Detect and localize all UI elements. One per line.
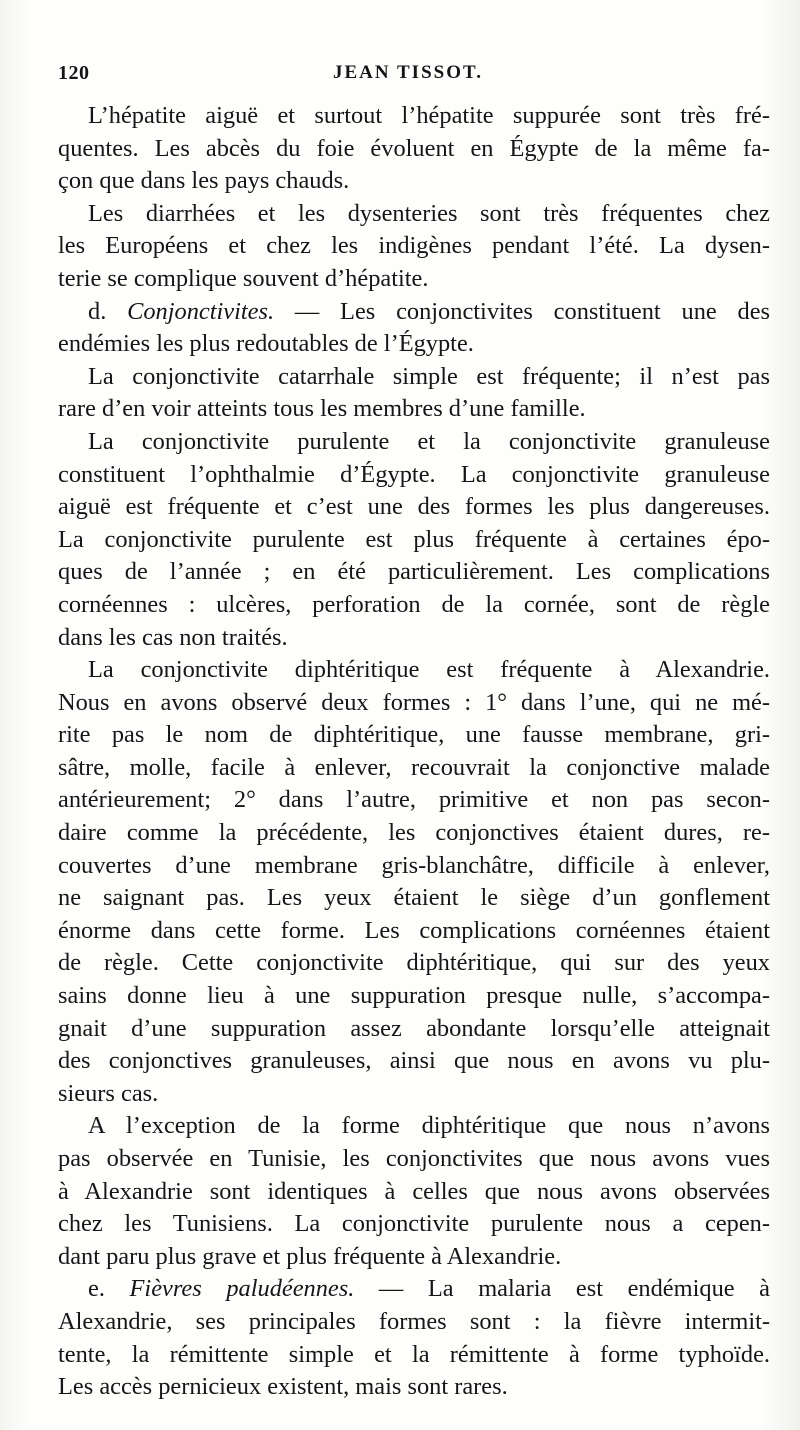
text-line: sieurs cas. [58, 1079, 159, 1107]
text-line: rite pas le nom de diphtéritique, une fausse membrane, gri- [58, 721, 770, 749]
text-line [58, 296, 770, 329]
text-line: ques de l’année ; en été particulièrement. Les complications [58, 558, 770, 586]
page-header [58, 62, 758, 92]
text-line: La conjonctivite purulente est plus fréquente à certaines épo- [58, 525, 770, 553]
text-line: La conjonctivite purulente et la conjonctivite granuleuse [88, 427, 770, 455]
section-heading: Fièvres paludéennes. [129, 1275, 355, 1303]
running-head: JEAN TISSOT. [332, 62, 483, 83]
text-line: terie se complique souvent d’hépatite. [58, 264, 429, 292]
page-number: 120 [58, 62, 90, 84]
text-line: Alexandrie, ses principales formes sont : la fièvre intermit- [58, 1307, 770, 1335]
text-line: chez les Tunisiens. La conjonctivite purulente nous a cepen- [58, 1210, 770, 1238]
text-line: énorme dans cette forme. Les complications cornéennes étaient [58, 916, 770, 944]
text-line: L’hépatite aiguë et surtout l’hépatite suppurée sont très fré- [88, 102, 770, 129]
text-line: ne saignant pas. Les yeux étaient le siège d’un gonflement [58, 884, 770, 912]
section-heading: Conjonctivites. [127, 297, 275, 325]
text-line: Nous en avons observé deux formes : 1° dans l’une, qui ne mé- [58, 688, 770, 716]
text-line: rare d’en voir atteints tous les membres d’une famille. [58, 395, 586, 423]
text-line: couvertes d’une membrane gris-blanchâtre, difficile à enlever, [58, 851, 770, 879]
text-line: de règle. Cette conjonctivite diphtéritique, qui sur des yeux [58, 949, 770, 977]
text-line: La conjonctivite catarrhale simple est fréquente; il n’est pas [88, 362, 770, 390]
text-line: Les diarrhées et les dysenteries sont très fréquentes chez [88, 199, 770, 227]
text-line-prefix: d. [88, 297, 128, 325]
text-line: antérieurement; 2° dans l’autre, primitive et non pas secon- [58, 786, 770, 814]
text-line: Les accès pernicieux existent, mais sont rares. [58, 1373, 508, 1401]
text-line-prefix: e. [88, 1275, 130, 1303]
text-line: A l’exception de la forme diphtéritique que nous n’avons [88, 1112, 770, 1140]
text-line: dans les cas non traités. [58, 623, 288, 651]
text-line-rest: — Les conjonctivites constituent une des [274, 297, 771, 325]
text-line: cornéennes : ulcères, perforation de la cornée, sont de règle [58, 590, 770, 618]
text-line: daire comme la précédente, les conjonctives étaient dures, re- [58, 819, 770, 847]
text-line: quentes. Les abcès du foie évoluent en Égypte de la même fa- [58, 134, 770, 162]
text-line: çon que dans les pays chauds. [58, 167, 350, 195]
body-text [58, 100, 770, 1404]
text-line: des conjonctives granuleuses, ainsi que nous en avons vu plu- [58, 1047, 770, 1075]
text-line: constituent l’ophthalmie d’Égypte. La conjonctivite granuleuse [58, 460, 770, 488]
text-line: gnait d’une suppuration assez abondante lorsqu’elle atteignait [58, 1014, 770, 1042]
text-line: dant paru plus grave et plus fréquente à Alexandrie. [58, 1242, 562, 1270]
text-line: tente, la rémittente simple et la rémittente à forme typhoïde. [58, 1340, 770, 1368]
text-line: pas observée en Tunisie, les conjonctivites que nous avons vues [58, 1145, 770, 1172]
text-line: endémies les plus redoutables de l’Égypte. [58, 330, 474, 358]
text-line: aiguë est fréquente et c’est une des formes les plus dangereuses. [58, 493, 770, 521]
text-line: sains donne lieu à une suppuration presque nulle, s’accompa- [58, 982, 770, 1010]
text-line [58, 1273, 770, 1306]
text-line: à Alexandrie sont identiques à celles que nous avons observées [58, 1177, 770, 1205]
text-line: sâtre, molle, facile à enlever, recouvrait la conjonctive malade [58, 753, 770, 781]
text-line-rest: — La malaria est endémique à [354, 1275, 770, 1303]
text-line: La conjonctivite diphtéritique est fréquente à Alexandrie. [88, 656, 770, 684]
text-line: les Européens et chez les indigènes pendant l’été. La dysen- [58, 232, 770, 260]
